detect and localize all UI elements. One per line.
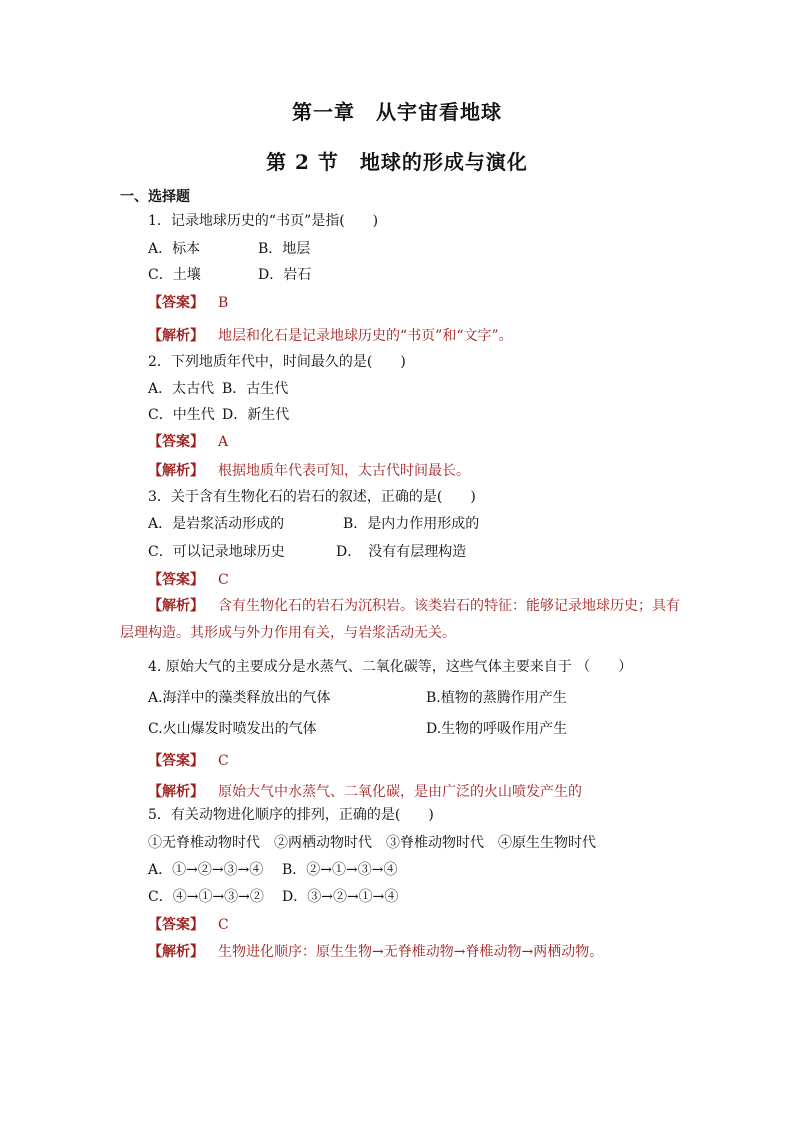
question-4-option-d: D.生物的呼吸作用产生	[426, 721, 568, 737]
question-4-stem: 4. 原始大气的主要成分是水蒸气、二氧化碳等，这些气体主要来自于 （ ）	[148, 659, 633, 675]
chapter-title: 第一章 从宇宙看地球	[292, 100, 502, 124]
analysis-tag: 【解析】	[148, 944, 204, 960]
answer-value: B	[218, 295, 229, 311]
part-heading: 一、选择题	[120, 189, 190, 205]
question-5-items: ①无脊椎动物时代 ②两栖动物时代 ③脊椎动物时代 ④原生生物时代	[148, 835, 596, 851]
answer-tag: 【答案】	[148, 572, 204, 588]
question-3-stem: 3．关于含有生物化石的岩石的叙述，正确的是( )	[148, 489, 476, 505]
analysis-text: 根据地质年代表可知，太古代时间最长。	[218, 463, 470, 479]
answer-tag: 【答案】	[148, 295, 204, 311]
answer-tag: 【答案】	[148, 917, 204, 933]
question-3-option-a: A．是岩浆活动形成的	[148, 516, 285, 532]
question-5-option-d: D．③→②→①→④	[282, 889, 399, 905]
question-2-option-b: B．古生代	[222, 381, 289, 397]
question-5-option-b: B．②→①→③→④	[282, 862, 398, 878]
question-2-option-d: D．新生代	[222, 407, 290, 423]
answer-value: C	[218, 572, 229, 588]
question-4-option-b: B.植物的蒸腾作用产生	[426, 690, 567, 706]
question-4-analysis	[148, 783, 582, 801]
answer-tag: 【答案】	[148, 434, 204, 450]
question-3-option-d: D． 没有有层理构造	[336, 544, 467, 560]
answer-value: C	[218, 917, 229, 933]
analysis-tag: 【解析】	[148, 328, 204, 344]
question-5-answer	[148, 916, 229, 934]
question-3-option-c: C．可以记录地球历史	[148, 544, 285, 560]
analysis-text: 地层和化石是记录地球历史的“书页”和“文字”。	[218, 328, 513, 344]
section-title: 第 2 节 地球的形成与演化	[266, 150, 528, 174]
analysis-text: 生物进化顺序：原生生物→无脊椎动物→脊椎动物→两栖动物。	[218, 944, 604, 960]
analysis-tag: 【解析】	[148, 463, 204, 479]
question-2-analysis	[148, 462, 470, 480]
question-2-option-c: C．中生代	[148, 407, 215, 423]
question-4-option-c: C.火山爆发时喷发出的气体	[148, 721, 317, 737]
question-5-option-a: A．①→②→③→④	[148, 862, 264, 878]
question-3-analysis-continued: 层理构造。其形成与外力作用有关，与岩浆活动无关。	[120, 625, 456, 641]
question-4-answer	[148, 752, 229, 770]
question-4-option-a: A.海洋中的藻类释放出的气体	[148, 690, 331, 706]
question-3-answer	[148, 571, 229, 589]
question-1-answer	[148, 294, 228, 312]
question-1-option-d: D．岩石	[258, 267, 312, 283]
answer-tag: 【答案】	[148, 753, 204, 769]
analysis-text: 原始大气中水蒸气、二氧化碳，是由广泛的火山喷发产生的	[218, 784, 582, 800]
question-1-option-b: B．地层	[258, 241, 311, 257]
question-5-option-c: C．④→①→③→②	[148, 889, 264, 905]
question-2-answer	[148, 433, 228, 451]
question-1-option-a: A．标本	[148, 241, 201, 257]
answer-value: A	[218, 434, 229, 450]
analysis-tag: 【解析】	[148, 598, 204, 614]
question-2-option-a: A．太古代	[148, 381, 215, 397]
question-1-option-c: C．土壤	[148, 267, 201, 283]
question-2-stem: 2．下列地质年代中，时间最久的是( )	[148, 354, 406, 370]
question-1-stem: 1．记录地球历史的“书页”是指( )	[148, 213, 379, 229]
analysis-text-line-1: 含有生物化石的岩石为沉积岩。该类岩石的特征：能够记录地球历史；具有	[218, 598, 680, 614]
question-3-option-b: B．是内力作用形成的	[343, 516, 480, 532]
question-3-analysis	[148, 597, 680, 615]
question-1-analysis	[148, 327, 513, 345]
answer-value: C	[218, 753, 229, 769]
question-5-analysis	[148, 943, 603, 961]
question-5-stem: 5．有关动物进化顺序的排列，正确的是( )	[148, 807, 434, 823]
analysis-tag: 【解析】	[148, 784, 204, 800]
